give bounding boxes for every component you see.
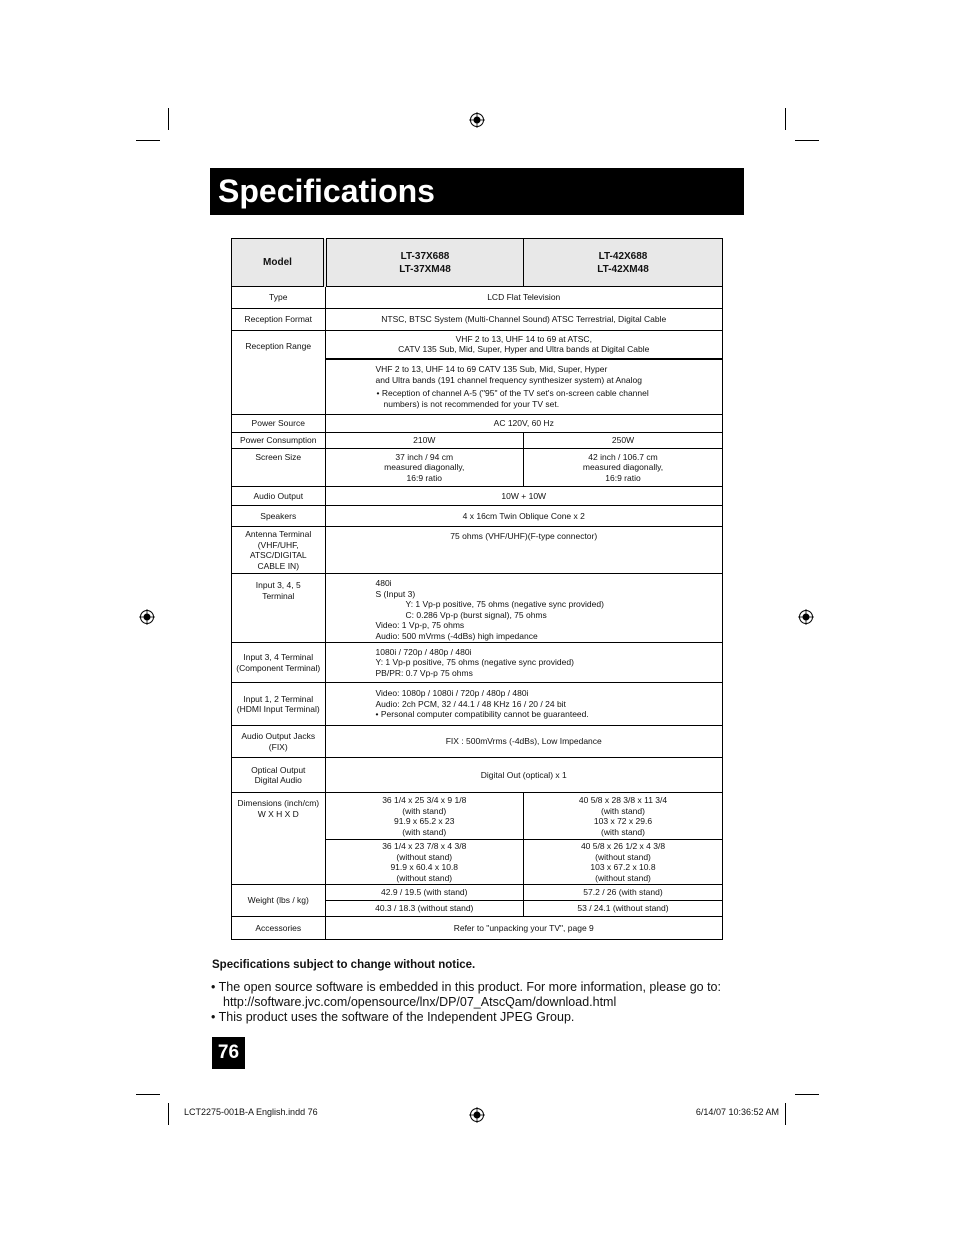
page-number: 76 bbox=[217, 1042, 240, 1063]
model-42-line2: LT-42XM48 bbox=[597, 263, 649, 275]
table-row bbox=[232, 758, 723, 793]
type-label: Type bbox=[232, 287, 326, 309]
dimensions-line: 40 5/8 x 28 3/8 x 11 3/4 bbox=[578, 795, 668, 805]
type-value: LCD Flat Television bbox=[325, 287, 723, 309]
optical-value: Digital Out (optical) x 1 bbox=[325, 758, 723, 793]
crop-mark bbox=[136, 140, 160, 141]
power-source-value: AC 120V, 60 Hz bbox=[325, 415, 723, 433]
table-row bbox=[232, 574, 723, 643]
input-12-line: • Personal computer compatibility cannot be guaranteed. bbox=[375, 709, 589, 720]
dimensions-line: (without stand) bbox=[595, 872, 651, 883]
model-label: Model bbox=[232, 239, 326, 287]
screen-size-37-line: 16:9 ratio bbox=[406, 472, 442, 483]
audio-output-value: 10W + 10W bbox=[325, 487, 723, 506]
dimensions-line: (with stand) bbox=[601, 826, 645, 837]
screen-size-42-line: 16:9 ratio bbox=[605, 472, 641, 483]
reception-range-digital-line2: CATV 135 Sub, Mid, Super, Hyper and Ultra bands at Digital Cable bbox=[398, 344, 650, 355]
input-345-line: S (Input 3) bbox=[375, 588, 416, 599]
dimensions-line: (with stand) bbox=[402, 805, 447, 816]
weight-with-37: 42.9 / 19.5 (with stand) bbox=[325, 885, 524, 901]
dimensions-label-line: W X H X D bbox=[257, 808, 299, 819]
table-row bbox=[232, 287, 723, 309]
crop-mark bbox=[795, 1094, 819, 1095]
screen-size-42-line: measured diagonally, bbox=[582, 462, 664, 473]
table-row bbox=[232, 683, 723, 726]
input-34-label-line: (Component Terminal) bbox=[236, 662, 321, 673]
dimensions-without-42 bbox=[524, 840, 723, 885]
input-12-line: Video: 1080p / 1080i / 720p / 480p / 480i bbox=[375, 688, 529, 699]
weight-without-42: 53 / 24.1 (without stand) bbox=[524, 901, 723, 917]
audio-jacks-label-line: (FIX) bbox=[268, 741, 288, 752]
optical-label bbox=[232, 758, 326, 793]
input-345-line: 480i bbox=[375, 578, 392, 588]
input-34-label-line: Input 3, 4 Terminal bbox=[243, 652, 314, 662]
power-consumption-42: 250W bbox=[524, 433, 723, 449]
speakers-value: 4 x 16cm Twin Oblique Cone x 2 bbox=[325, 506, 723, 527]
input-345-label bbox=[232, 574, 326, 643]
audio-jacks-label-line: Audio Output Jacks bbox=[241, 731, 316, 741]
table-row bbox=[232, 527, 723, 574]
crop-mark bbox=[168, 1103, 169, 1125]
screen-size-37-line: 37 inch / 94 cm bbox=[395, 451, 454, 462]
input-345-label-line: Input 3, 4, 5 bbox=[255, 580, 301, 590]
model-42 bbox=[524, 239, 723, 287]
speakers-label: Speakers bbox=[232, 506, 326, 527]
audio-jacks-label bbox=[232, 726, 326, 758]
input-345-line: Audio: 500 mVrms (-4dBs) high impedance bbox=[375, 630, 538, 641]
crop-mark bbox=[136, 1094, 160, 1095]
registration-mark-icon bbox=[139, 609, 155, 625]
reception-format-value: NTSC, BTSC System (Multi-Channel Sound) ATSC Terrestrial, Digital Cable bbox=[325, 309, 723, 331]
title-bar bbox=[210, 168, 744, 215]
weight-without-37: 40.3 / 18.3 (without stand) bbox=[325, 901, 524, 917]
reception-range-label-text: Reception Range bbox=[245, 341, 312, 351]
input-345-label-line: Terminal bbox=[262, 590, 295, 601]
crop-mark bbox=[795, 140, 819, 141]
table-row bbox=[232, 917, 723, 940]
dimensions-with-42 bbox=[524, 793, 723, 840]
model-37-line2: LT-37XM48 bbox=[399, 263, 451, 275]
dimensions-line: 103 x 67.2 x 10.8 bbox=[590, 862, 656, 872]
input-34-line: Y: 1 Vp-p positive, 75 ohms (negative sync provided) bbox=[375, 657, 574, 668]
registration-mark-icon bbox=[798, 609, 814, 625]
model-37-line1: LT-37X688 bbox=[400, 250, 450, 262]
input-12-label bbox=[232, 683, 326, 726]
screen-size-42-line: 42 inch / 106.7 cm bbox=[588, 451, 658, 462]
list-item: http://software.jvc.com/opensource/lnx/DP/07_AtscQam/download.html bbox=[223, 995, 617, 1009]
input-12-label-line: (HDMI Input Terminal) bbox=[236, 704, 320, 714]
table-row bbox=[232, 415, 723, 433]
model-37 bbox=[325, 239, 524, 287]
dimensions-line: 91.9 x 60.4 x 10.8 bbox=[390, 862, 459, 872]
antenna-label-line: (VHF/UHF, bbox=[257, 539, 299, 550]
list-item: • The open source software is embedded in this product. For more information, please go to: bbox=[211, 980, 721, 994]
screen-size-label: Screen Size bbox=[232, 449, 326, 487]
dimensions-with-37 bbox=[325, 793, 524, 840]
dimensions-line: (without stand) bbox=[595, 851, 651, 862]
reception-range-note: • Reception of channel A-5 ("95" of the TV set's on-screen cable channel numbers) is not recommended for your TV set. bbox=[376, 388, 649, 409]
audio-output-label: Audio Output bbox=[232, 487, 326, 506]
optical-label-line: Optical Output bbox=[251, 764, 306, 775]
footer-file: LCT2275-001B-A English.indd 76 bbox=[184, 1107, 318, 1117]
screen-size-42 bbox=[524, 449, 723, 487]
input-12-value bbox=[325, 683, 723, 726]
specifications-table bbox=[231, 238, 723, 940]
input-345-value bbox=[325, 574, 723, 643]
reception-format-label: Reception Format bbox=[232, 309, 326, 331]
reception-range-analog bbox=[325, 359, 723, 415]
dimensions-label bbox=[232, 793, 326, 885]
registration-mark-icon bbox=[469, 1107, 485, 1123]
dimensions-line: 36 1/4 x 25 3/4 x 9 1/8 bbox=[382, 795, 467, 805]
input-34-value bbox=[325, 643, 723, 683]
input-12-line: Audio: 2ch PCM, 32 / 44.1 / 48 KHz 16 / 20 / 24 bit bbox=[375, 698, 566, 709]
reception-range-digital-line1: VHF 2 to 13, UHF 14 to 69 at ATSC, bbox=[455, 333, 592, 344]
antenna-value: 75 ohms (VHF/UHF)(F-type connector) bbox=[325, 527, 723, 574]
table-row bbox=[232, 487, 723, 506]
reception-range-digital bbox=[325, 331, 723, 359]
table-row bbox=[232, 506, 723, 527]
crop-mark bbox=[168, 108, 169, 130]
optical-label-line: Digital Audio bbox=[254, 775, 302, 785]
input-34-line: 1080i / 720p / 480p / 480i bbox=[375, 646, 472, 657]
screen-size-37 bbox=[325, 449, 524, 487]
accessories-label: Accessories bbox=[232, 917, 326, 940]
dimensions-line: (without stand) bbox=[396, 872, 453, 883]
crop-mark bbox=[785, 1103, 786, 1125]
reception-range-label bbox=[232, 331, 326, 415]
dimensions-line: (with stand) bbox=[402, 826, 447, 837]
screen-size-37-line: measured diagonally, bbox=[384, 462, 465, 473]
weight-label: Weight (lbs / kg) bbox=[232, 885, 326, 917]
dimensions-line: 36 1/4 x 23 7/8 x 4 3/8 bbox=[382, 841, 467, 851]
dimensions-line: (without stand) bbox=[396, 851, 453, 862]
accessories-value: Refer to "unpacking your TV", page 9 bbox=[325, 917, 723, 940]
model-42-line1: LT-42X688 bbox=[598, 250, 648, 262]
page-number-box bbox=[212, 1037, 245, 1069]
table-row bbox=[232, 726, 723, 758]
table-row bbox=[232, 885, 723, 901]
antenna-label bbox=[232, 527, 326, 574]
notes-list bbox=[211, 980, 771, 1025]
input-34-line: PB/PR: 0.7 Vp-p 75 ohms bbox=[375, 667, 473, 678]
dimensions-line: (with stand) bbox=[601, 805, 645, 816]
dimensions-without-37 bbox=[325, 840, 524, 885]
table-row bbox=[232, 309, 723, 331]
input-34-label bbox=[232, 643, 326, 683]
power-consumption-label: Power Consumption bbox=[232, 433, 326, 449]
table-header-row bbox=[232, 239, 723, 287]
list-item: • This product uses the software of the Independent JPEG Group. bbox=[211, 1010, 575, 1024]
registration-mark-icon bbox=[469, 112, 485, 128]
dimensions-line: 91.9 x 65.2 x 23 bbox=[394, 816, 455, 826]
dimensions-label-line: Dimensions (inch/cm) bbox=[237, 798, 320, 808]
table-row bbox=[232, 433, 723, 449]
table-row bbox=[232, 643, 723, 683]
input-345-line: C: 0.286 Vp-p (burst signal), 75 ohms bbox=[405, 609, 547, 620]
input-12-label-line: Input 1, 2 Terminal bbox=[243, 693, 314, 704]
antenna-label-line: Antenna Terminal bbox=[245, 529, 312, 539]
dimensions-line: 103 x 72 x 29.6 bbox=[593, 816, 653, 826]
reception-range-analog-line2: and Ultra bands (191 channel frequency synthesizer system) at Analog bbox=[375, 374, 642, 385]
power-consumption-37: 210W bbox=[325, 433, 524, 449]
table-row bbox=[232, 793, 723, 840]
reception-range-analog-line1: VHF 2 to 13, UHF 14 to 69 CATV 135 Sub, Mid, Super, Hyper bbox=[375, 364, 608, 375]
power-source-label: Power Source bbox=[232, 415, 326, 433]
antenna-label-line: CABLE IN) bbox=[257, 560, 300, 571]
weight-with-42: 57.2 / 26 (with stand) bbox=[524, 885, 723, 901]
table-row bbox=[232, 449, 723, 487]
audio-jacks-value: FIX : 500mVrms (-4dBs), Low Impedance bbox=[325, 726, 723, 758]
input-345-line: Video: 1 Vp-p, 75 ohms bbox=[375, 620, 465, 630]
antenna-label-line: ATSC/DIGITAL bbox=[249, 550, 307, 560]
input-345-line: Y: 1 Vp-p positive, 75 ohms (negative sync provided) bbox=[405, 599, 604, 609]
specifications-notice: Specifications subject to change without notice. bbox=[212, 959, 476, 971]
table-row bbox=[232, 331, 723, 359]
crop-mark bbox=[785, 108, 786, 130]
page-title: Specifications bbox=[218, 173, 435, 209]
dimensions-line: 40 5/8 x 26 1/2 x 4 3/8 bbox=[580, 841, 666, 851]
footer-datetime: 6/14/07 10:36:52 AM bbox=[695, 1107, 779, 1117]
